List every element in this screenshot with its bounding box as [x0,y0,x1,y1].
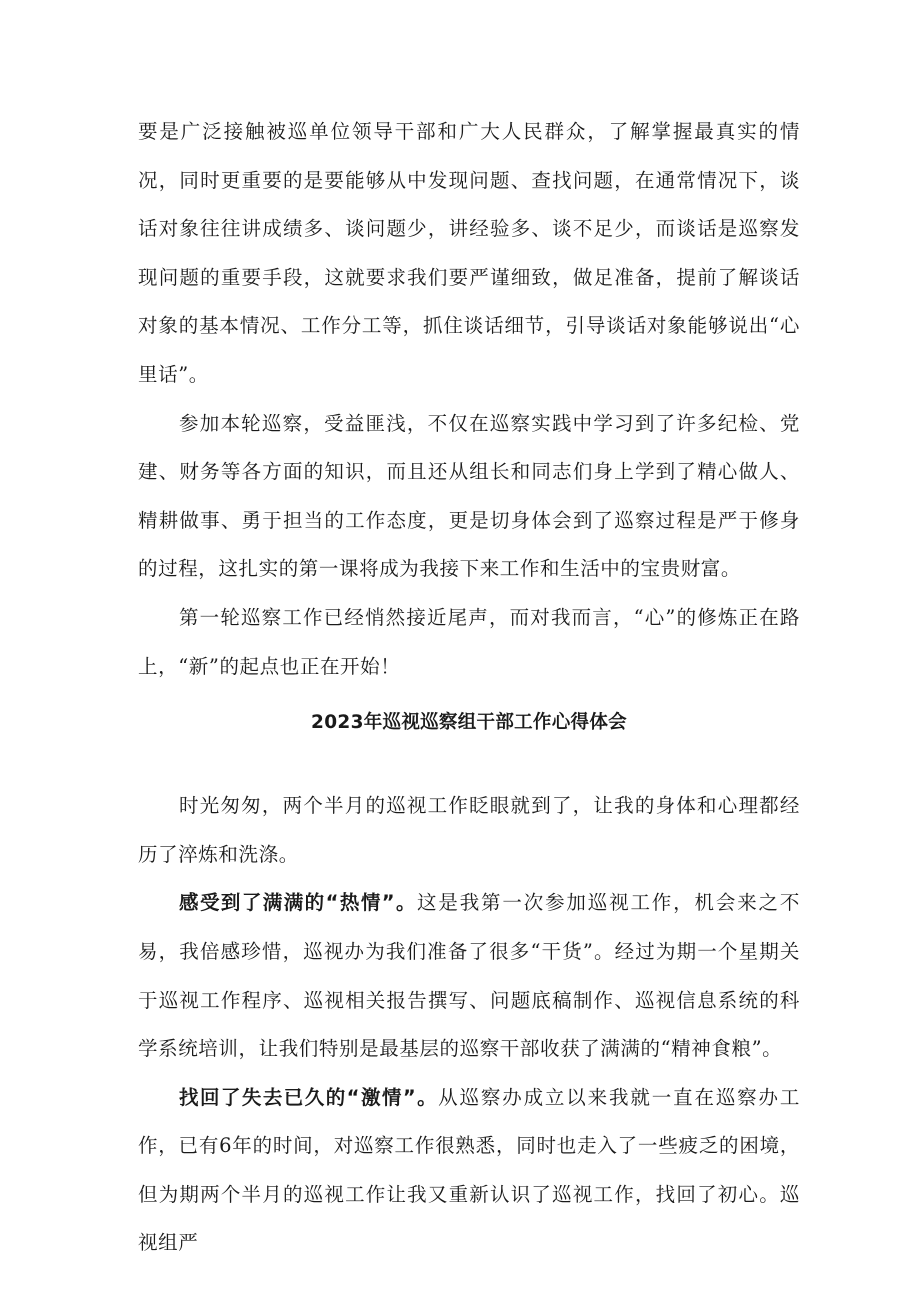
section-text-passion: 从巡察办成立以来我就一直在巡察办工作，已有6年的时间，对巡察工作很熟悉，同时也走入了一些疲乏的困境，但为期两个半月的巡视工作让我又重新认识了巡视工作，找回了初心。巡视组严 [138,1085,800,1255]
paragraph-harvest: 参加本轮巡察，受益匪浅，不仅在巡察实践中学习到了许多纪检、党建、财务等各方面的知识，而且还从组长和同志们身上学到了精心做人、精耕做事、勇于担当的工作态度，更是切身体会到了巡察过程是严于修身的过程，这扎实的第一课将成为我接下来工作和生活中的宝贵财富。 [138,411,800,581]
section-lead-enthusiasm: 感受到了满满的“热情”。 [179,891,417,915]
paragraph-section-passion [138,1074,800,1268]
section-lead-passion: 找回了失去已久的“激情”。 [179,1085,439,1109]
paragraph-continued: 要是广泛接触被巡单位领导干部和广大人民群众，了解掌握最真实的情况，同时更重要的是要能够从中发现问题、查找问题，在通常情况下，谈话对象往往讲成绩多、谈问题少，讲经验多、谈不足少，而谈话是巡察发现问题的重要手段，这就要求我们要严谨细致，做足准备，提前了解谈话对象的基本情况、工作分工等，抓住谈话细节，引导谈话对象能够说出“心里话”。 [138,120,800,386]
paragraph-intro: 时光匆匆，两个半月的巡视工作眨眼就到了，让我的身体和心理都经历了淬炼和洗涤。 [138,794,800,866]
section-text-enthusiasm: 这是我第一次参加巡视工作，机会来之不易，我倍感珍惜，巡视办为我们准备了很多“干货”。经过为期一个星期关于巡视工作程序、巡视相关报告撰写、问题底稿制作、巡视信息系统的科学系统培训，让我们特别是最基层的巡察干部收获了满满的“精神食粮”。 [138,891,800,1061]
paragraph-section-enthusiasm [138,879,800,1073]
paragraph-closing: 第一轮巡察工作已经悄然接近尾声，而对我而言，“心”的修炼正在路上，“新”的起点也正在开始！ [138,605,800,678]
document-page [138,108,800,1268]
document-heading: 2023年巡视巡察组干部工作心得体会 [311,712,627,734]
